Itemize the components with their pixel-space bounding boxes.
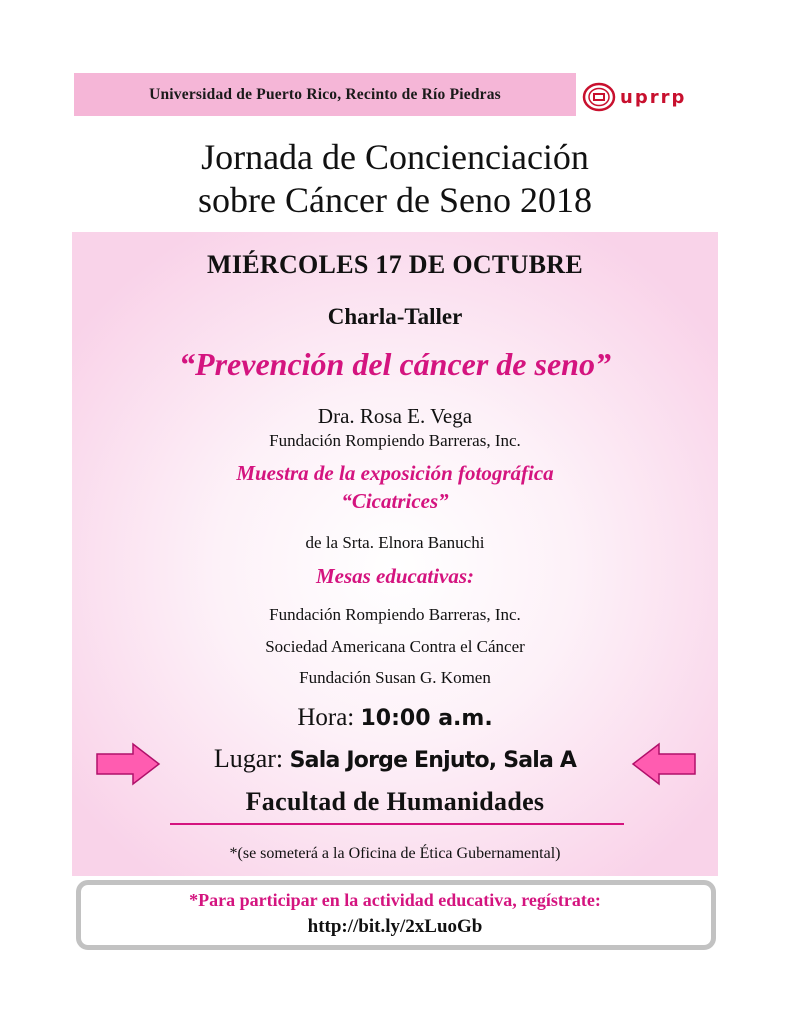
time-value: 10:00 a.m.: [360, 706, 493, 731]
registration-link[interactable]: http://bit.ly/2xLuoGb: [307, 916, 483, 937]
exhibit-artist: de la Srta. Elnora Banuchi: [305, 533, 485, 552]
table-organization: Sociedad Americana Contra el Cáncer: [265, 637, 525, 656]
uprrp-logo: [582, 82, 714, 112]
faculty-name: Facultad de Humanidades: [245, 787, 545, 816]
faculty-underline: [170, 823, 624, 825]
place-label: Lugar:: [213, 744, 284, 773]
seal-icon: [582, 82, 616, 112]
speaker-name: Dra. Rosa E. Vega: [317, 404, 473, 428]
page-title: [60, 136, 730, 222]
talk-title: “Prevención del cáncer de seno”: [179, 346, 611, 382]
event-kind: Charla-Taller: [327, 304, 463, 329]
institution-name: Universidad de Puerto Rico, Recinto de Río Piedras: [149, 85, 501, 103]
table-organization: Fundación Susan G. Komen: [299, 668, 491, 687]
exhibit-line-1: Muestra de la exposición fotográfica: [236, 461, 554, 485]
place-value: Sala Jorge Enjuto, Sala A: [289, 748, 577, 773]
title-line-1: Jornada de Concienciación: [201, 137, 589, 177]
event-date: MIÉRCOLES 17 DE OCTUBRE: [206, 250, 584, 279]
table-organization: Fundación Rompiendo Barreras, Inc.: [269, 605, 521, 624]
exhibit-title: [72, 459, 718, 515]
time-label: Hora:: [297, 704, 355, 731]
tables-heading: Mesas educativas:: [315, 564, 475, 588]
arrow-left-icon: [631, 742, 697, 786]
speaker-organization: Fundación Rompiendo Barreras, Inc.: [269, 431, 521, 450]
event-time: [72, 704, 718, 732]
event-place: [72, 744, 718, 774]
ethics-note: *(se someterá a la Oficina de Ética Gubernamental): [229, 845, 561, 862]
exhibit-line-2: “Cicatrices”: [341, 489, 449, 513]
title-line-2: sobre Cáncer de Seno 2018: [198, 180, 592, 220]
registration-text: *Para participar en la actividad educativa, regístrate:: [189, 890, 601, 910]
institution-banner: [74, 73, 576, 116]
logo-wordmark: uprrp: [620, 86, 687, 108]
